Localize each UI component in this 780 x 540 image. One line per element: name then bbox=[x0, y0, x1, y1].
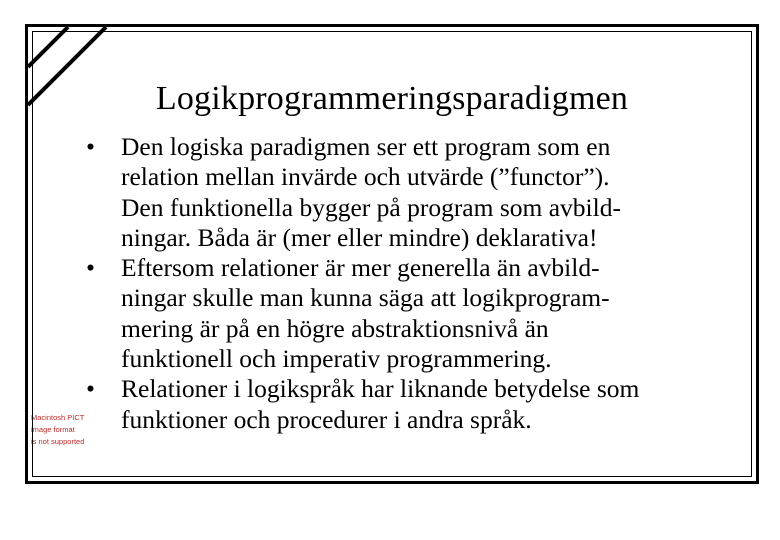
bullet-item bbox=[86, 132, 748, 253]
bullet-line: relation mellan invärde och utvärde (”functor”). bbox=[121, 162, 610, 192]
bullet-item bbox=[86, 374, 748, 435]
bullet-line: ningar. Båda är (mer eller mindre) deklarativa! bbox=[121, 222, 598, 252]
bullet-marker: • bbox=[86, 132, 95, 161]
bullet-line: ningar skulle man kunna säga att logikprogram- bbox=[121, 283, 610, 313]
bullet-line: Den funktionella bygger på program som avbild- bbox=[121, 192, 621, 222]
unsupported-image-placeholder bbox=[31, 412, 85, 467]
bullet-line: Eftersom relationer är mer generella än avbild- bbox=[121, 253, 600, 283]
bullet-marker: • bbox=[86, 374, 95, 404]
bullet-line: funktionell och imperativ programmering. bbox=[121, 344, 552, 374]
bullet-line: funktioner och procedurer i andra språk. bbox=[121, 404, 532, 434]
placeholder-line: is not supported bbox=[31, 437, 85, 446]
bullet-list bbox=[86, 132, 748, 435]
slide-frame bbox=[25, 24, 759, 484]
placeholder-line: Macintosh PICT bbox=[31, 413, 85, 422]
bullet-line: Den logiska paradigmen ser ett program som en bbox=[121, 132, 611, 161]
bullet-line: mering är på en högre abstraktionsnivå än bbox=[121, 313, 549, 343]
bullet-line: Relationer i logikspråk har liknande betydelse som bbox=[121, 374, 640, 404]
bullet-marker: • bbox=[86, 253, 95, 283]
bullet-item bbox=[86, 253, 748, 374]
placeholder-line: image format bbox=[31, 425, 75, 434]
slide-title: Logikprogrammeringsparadigmen bbox=[155, 80, 629, 117]
